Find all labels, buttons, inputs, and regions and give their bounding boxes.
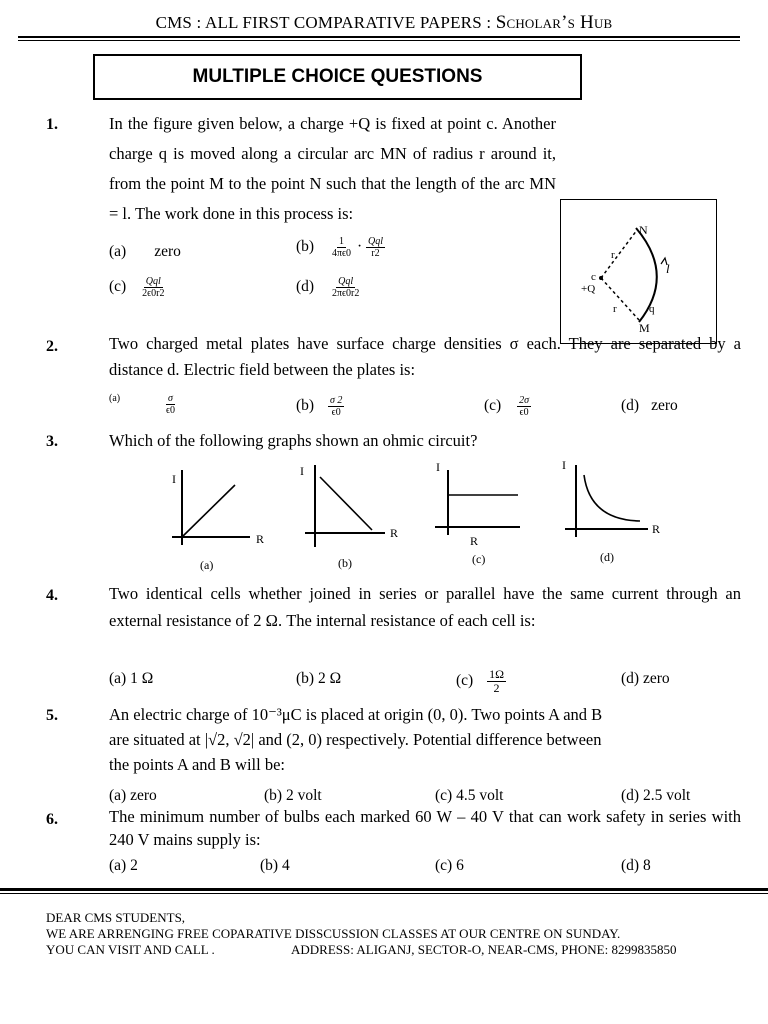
q3-text: Which of the following graphs shown an ohmic circuit? [109,431,478,450]
axis-y: I [562,458,566,472]
footer-line3 [46,942,677,958]
option-label: (d) [621,397,640,414]
label-m: M [639,321,650,335]
footer-line3-left: YOU CAN VISIT AND CALL . [46,942,215,957]
graph-caption: (b) [338,556,352,570]
frac-den: 4πϵ0 [331,248,352,259]
q1-option-d [296,276,361,299]
axis-x: R [256,532,265,546]
arc-diagram [561,200,716,343]
arrow-icon [661,258,667,265]
q5-text [109,702,741,777]
option-label: (d) [296,278,315,296]
frac-den: 2πϵ0r2 [331,288,360,299]
header-brand: Scholar’s Hub [495,12,613,33]
frac-num: 1Ω [489,667,504,681]
header-rule-thin [18,40,740,41]
q4-number: 4. [46,587,58,604]
q2-option-a [109,393,177,416]
option-label: (b) [296,397,315,415]
q2-option-c [484,395,531,418]
q3-number: 3. [46,433,58,450]
option-label: (c) [484,397,502,415]
q6-option-a: (a) 2 [109,857,138,874]
label-c: c [591,271,596,283]
frac-num: σ [168,393,173,404]
option-label: (a) [109,393,121,404]
q6-option-b: (b) 4 [260,857,290,874]
label-arc-length: l [666,261,670,276]
q5-line3: the points A and B will be: [109,755,285,774]
q1-option-c [109,276,166,299]
section-title: MULTIPLE CHOICE QUESTIONS [93,54,582,100]
axis-y: I [172,472,176,486]
q2-option-d [621,397,678,415]
q6-option-c: (c) 6 [435,857,464,874]
axis-x: R [470,534,479,548]
point-c [599,276,603,280]
q4-option-d: (d) zero [621,670,670,687]
frac-den: 2ϵ0r2 [142,288,165,299]
q4-option-c [456,668,506,695]
axis-y: I [300,464,304,478]
q4-option-a: (a) 1 Ω [109,670,154,687]
q5-option-c: (c) 4.5 volt [435,787,504,804]
option-label: (b) [296,238,315,256]
frac-num: 1 [339,236,344,247]
header-rule [18,36,740,38]
q5-line2: are situated at |√2, √2| and (2, 0) respectively. Potential difference between [109,730,602,749]
q6-text: The minimum number of bulbs each marked 60 W – 40 V that can work safety in series with 240 V mains supply is: [109,807,741,849]
q5-option-d: (d) 2.5 volt [621,787,691,804]
dot: · [356,238,363,256]
graph-d [562,458,660,564]
q5-option-b: (b) 2 volt [264,787,322,804]
q2-text: Two charged metal plates have surface charge densities σ each. They are separated by a distance d. Electric field between the plates is: [109,334,741,379]
q2-option-b [296,395,344,418]
q1-number: 1. [46,116,58,133]
axis-y: I [436,460,440,474]
frac-den: ϵ0 [331,407,341,418]
frac-num: Qql [367,236,383,247]
frac-den: ϵ0 [165,405,176,416]
graph-b [300,464,398,570]
label-r-bottom: r [613,303,617,315]
q4-option-b: (b) 2 Ω [296,670,342,687]
frac-num: 2σ [519,395,530,406]
graph-c [435,460,520,566]
radius-cn [601,230,637,278]
footer-line2: WE ARE ARRENGING FREE COPARATIVE DISSCUSSION CLASSES AT OUR CENTRE ON SUNDAY. [46,926,621,941]
graph-caption: (a) [200,558,214,572]
label-q-fixed: +Q [581,283,596,295]
q5-option-a: (a) zero [109,787,157,804]
q1-figure [560,199,717,344]
q1-text-content: In the figure given below, a charge +Q is fixed at point c. Another charge q is moved along a circular arc MN of radius r around it, from the point M to the point N such that the length of the arc MN = l. The work done in this process is: [109,114,556,223]
label-n: N [639,223,648,237]
frac-num: Qql [338,276,354,287]
option-value: zero [154,243,181,260]
label-q-moving: q [649,303,655,315]
frac-den: 2 [493,681,500,695]
footer-notice [46,910,677,958]
q5-line1: An electric charge of 10⁻³μC is placed at origin (0, 0). Two points A and B [109,705,603,724]
frac-num: Qql [145,276,161,287]
footer-rule [0,888,768,891]
frac-den: ϵ0 [519,407,529,418]
footer-line1: DEAR CMS STUDENTS, [46,910,186,925]
header-prefix: CMS : ALL FIRST COMPARATIVE PAPERS : [155,13,496,32]
label-r-top: r [611,249,615,261]
q1-option-b [296,236,385,259]
q5-number: 5. [46,707,58,724]
frac-num: σ 2 [329,395,343,406]
q2-number: 2. [46,338,58,355]
axis-x: R [390,526,399,540]
q1-option-a [109,243,181,261]
option-label: (a) [109,243,127,260]
option-value: zero [651,397,678,414]
radius-cm [601,278,639,320]
graph-a [172,470,264,572]
graph-caption: (c) [472,552,486,566]
q6-number: 6. [46,811,58,828]
option-label: (c) [456,672,474,690]
q4-text: Two identical cells whether joined in series or parallel have the same current through an external resistance of 2 Ω. The internal resistance of each cell is: [109,584,741,630]
footer-rule-thin [0,893,768,894]
page-header [0,12,768,34]
q3-graphs [160,455,680,575]
footer-address: ADDRESS: ALIGANJ, SECTOR-O, NEAR-CMS, PHONE: 8299835850 [291,942,677,957]
axis-x: R [652,522,661,536]
frac-den: r2 [371,248,380,259]
graph-caption: (d) [600,550,614,564]
option-label: (c) [109,278,127,296]
q6-option-d: (d) 8 [621,857,651,874]
